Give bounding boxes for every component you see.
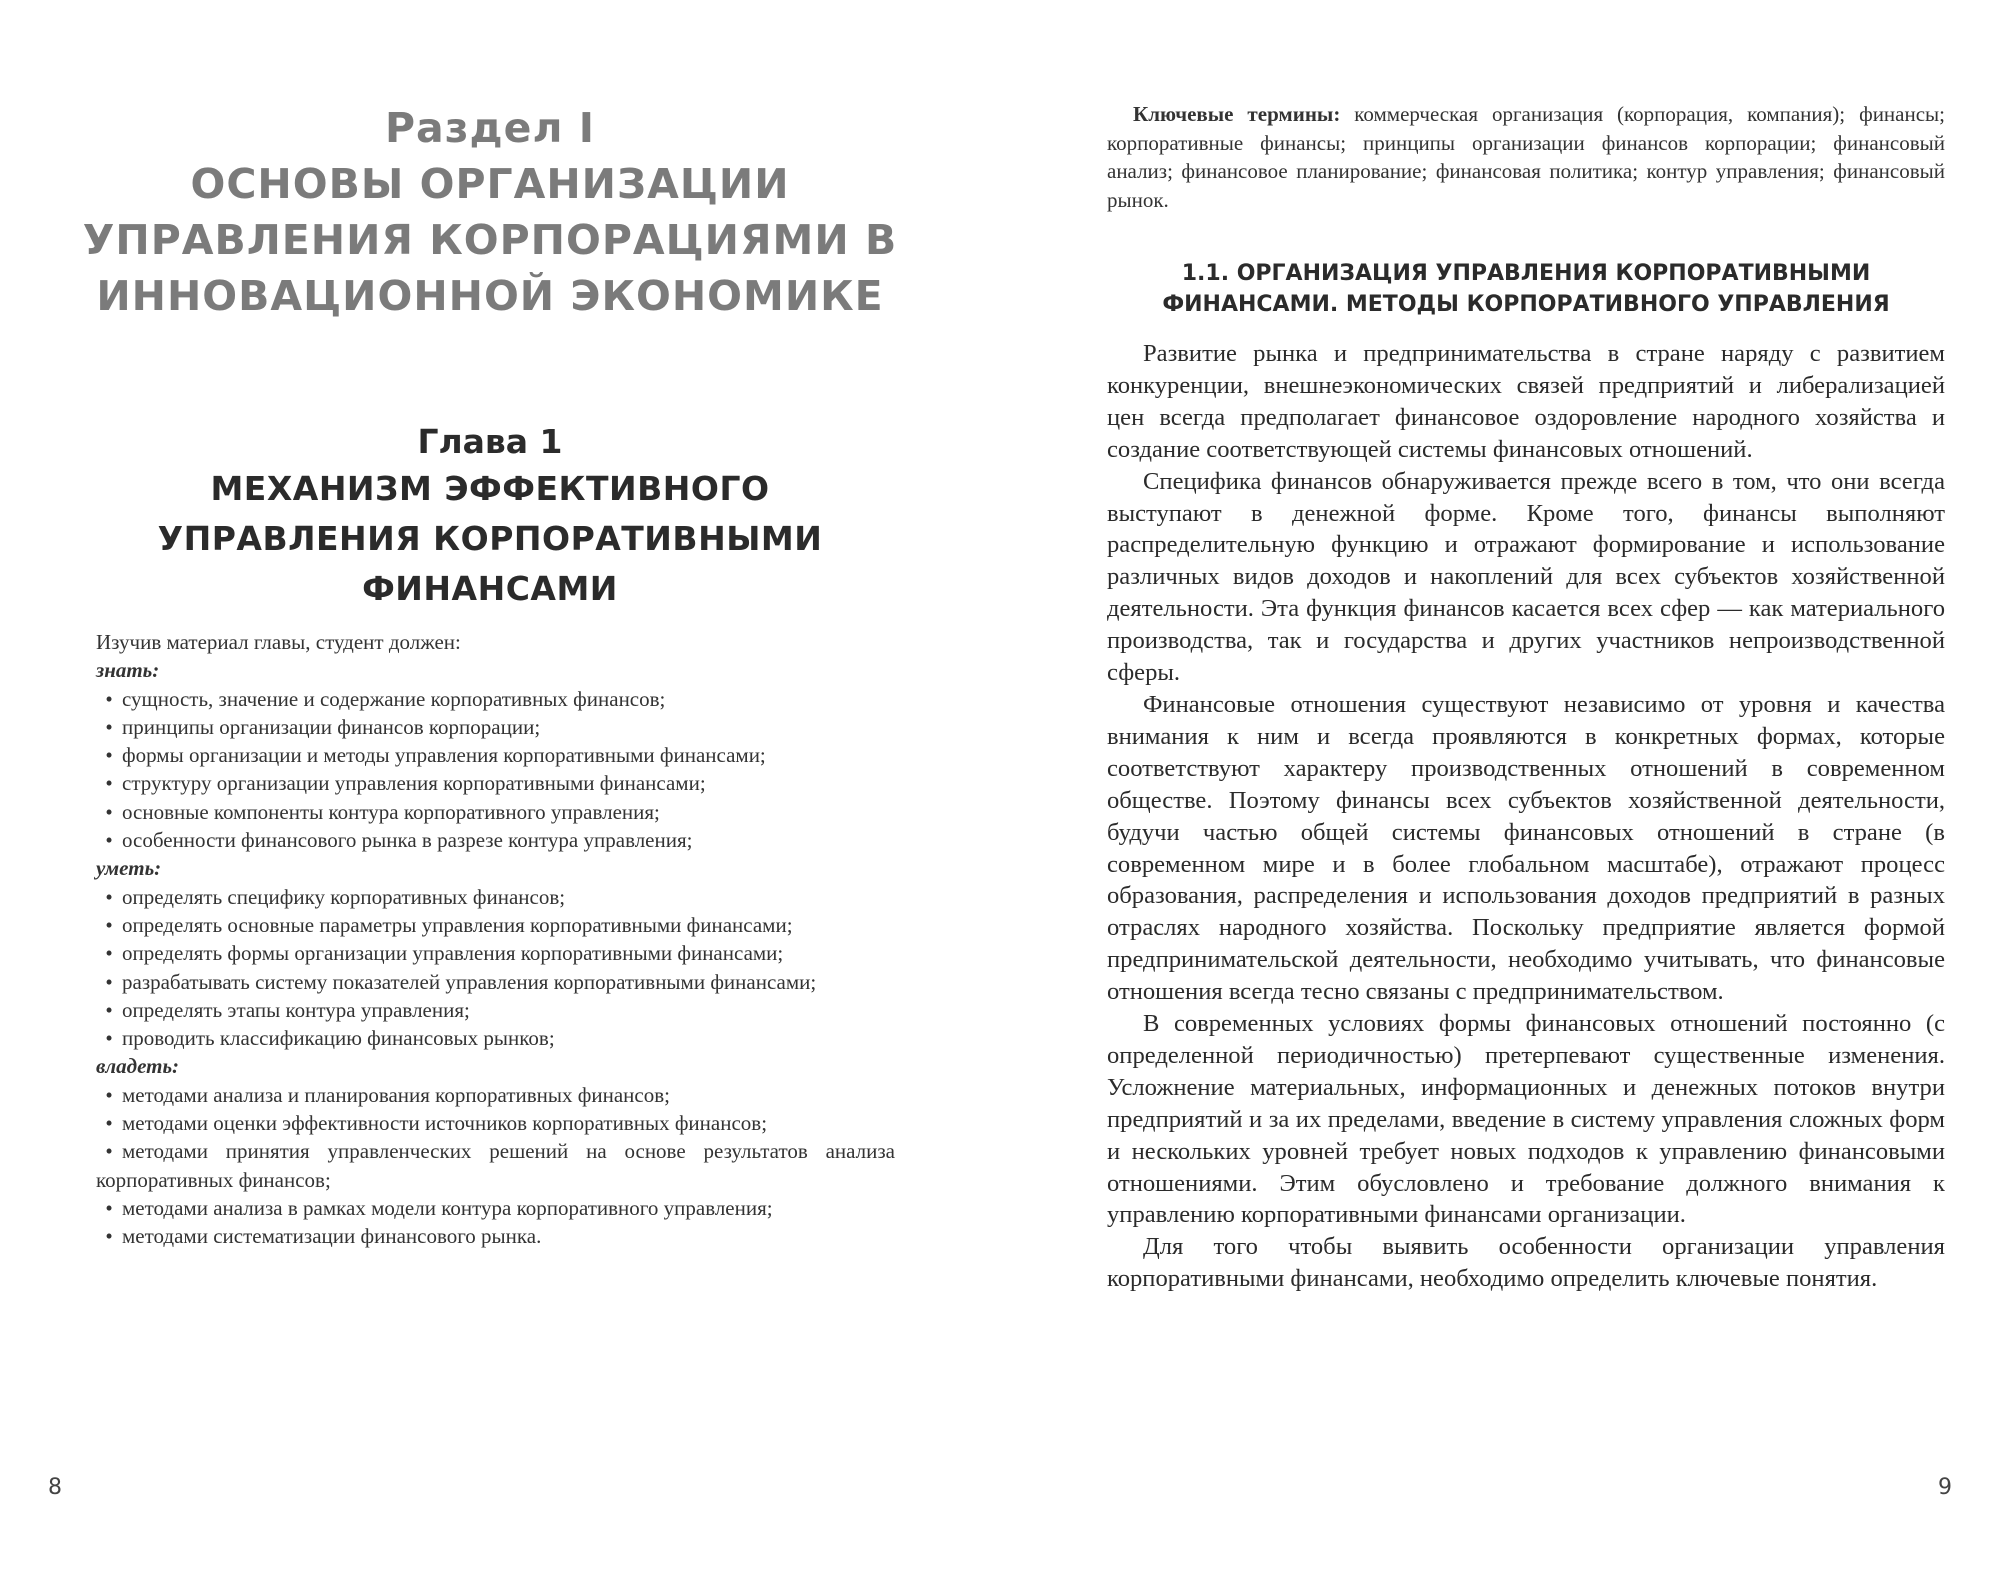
list-item: • определять формы организации управления корпоративными финансами;	[90, 939, 895, 967]
list-item: • определять специфику корпоративных финансов;	[90, 883, 895, 911]
paragraph: Финансовые отношения существуют независимо от уровня и качества внимания к ним и всегда проявляются в конкретных формах, которые соответствуют характеру производственных отношений в современном обществе. Поэтому финансы всех субъектов хозяйственной деятельности, будучи частью общей системы финансовых отношений в стране (в современном мире и в более глобальном масштабе), отражают процесс образования, распределения и использования доходов предприятий в разных отраслях народного хозяйства. Поскольку предприятие является формой предпринимательской деятельности, необходимо учитывать, что финансовые отношения всегда тесно связаны с предпринимательством.	[1107, 690, 1945, 1006]
list-item: • методами анализа и планирования корпоративных финансов;	[90, 1081, 895, 1109]
section-label: Раздел I	[384, 104, 596, 152]
chapter-heading	[80, 420, 900, 614]
paragraph: Для того чтобы выявить особенности организации управления корпоративными финансами, необходимо определить ключевые понятия.	[1107, 1233, 1945, 1293]
list-item: • сущность, значение и содержание корпоративных финансов;	[90, 685, 895, 713]
subsection-title: 1.1. ОРГАНИЗАЦИЯ УПРАВЛЕНИЯ КОРПОРАТИВНЫМИ ФИНАНСАМИ. МЕТОДЫ КОРПОРАТИВНОГО УПРАВЛЕНИЯ	[1162, 261, 1890, 317]
section-title: ОСНОВЫ ОРГАНИЗАЦИИ УПРАВЛЕНИЯ КОРПОРАЦИЯМИ В ИННОВАЦИОННОЙ ЭКОНОМИКЕ	[82, 160, 898, 320]
list-item: • проводить классификацию финансовых рынков;	[90, 1024, 895, 1052]
objectives-intro: Изучив материал главы, студент должен:	[96, 630, 461, 654]
key-terms	[1107, 100, 1945, 214]
key-terms-label: Ключевые термины:	[1133, 102, 1341, 126]
list-item: • особенности финансового рынка в разрезе контура управления;	[90, 826, 895, 854]
list-item: • методами систематизации финансового рынка.	[90, 1222, 895, 1250]
master-label: владеть:	[96, 1054, 180, 1079]
chapter-title: МЕХАНИЗМ ЭФФЕКТИВНОГО УПРАВЛЕНИЯ КОРПОРАТИВНЫМИ ФИНАНСАМИ	[157, 469, 823, 608]
body-text	[1107, 338, 1945, 1295]
list-item: • формы организации и методы управления корпоративными финансами;	[90, 741, 895, 769]
list-item: • структуру организации управления корпоративными финансами;	[90, 769, 895, 797]
paragraph: Специфика финансов обнаруживается прежде всего в том, что они всегда выступают в денежной форме. Кроме того, финансы выполняют распределительную функцию и отражают формирование и использование различных видов доходов и накоплений для всех субъектов хозяйственной деятельности. Эта функция финансов касается всех сфер — как материального производства, так и государства и других участников непроизводственной сферы.	[1107, 467, 1945, 687]
list-item: • разрабатывать систему показателей управления корпоративными финансами;	[90, 968, 895, 996]
can-label: уметь:	[96, 856, 162, 881]
chapter-label: Глава 1	[417, 422, 563, 461]
list-item: • определять этапы контура управления;	[90, 996, 895, 1024]
paragraph: Развитие рынка и предпринимательства в стране наряду с развитием конкуренции, внешнеэкономических связей предприятий и либерализацией цен всегда предполагает финансовое оздоровление народного хозяйства и создание соответствующей системы финансовых отношений.	[1107, 340, 1945, 463]
key-terms-text: коммерческая организация (корпорация, компания); финансы; корпоративные финансы; принципы организации финансов корпорации; финансовый анализ; финансовое планирование; финансовая политика; контур управления; финансовый рынок.	[1107, 102, 1945, 212]
right-page	[1000, 0, 2000, 1570]
list-item: • принципы организации финансов корпорации;	[90, 713, 895, 741]
learning-objectives	[90, 628, 895, 1251]
list-item: • методами принятия управленческих решений на основе результатов анализа корпоративных финансов;	[90, 1137, 895, 1194]
know-label: знать:	[96, 658, 160, 683]
list-item: • основные компоненты контура корпоративного управления;	[90, 798, 895, 826]
list-item: • методами анализа в рамках модели контура корпоративного управления;	[90, 1194, 895, 1222]
paragraph: В современных условиях формы финансовых отношений постоянно (с определенной периодичностью) претерпевают существенные изменения. Усложнение материальных, информационных и денежных потоков внутри предприятий и за их пределами, введение в систему управления сложных форм и нескольких уровней требует новых подходов к управлению финансовыми отношениями. Этим обусловлено и требование должного внимания к управлению корпоративными финансами организации.	[1107, 1010, 1945, 1229]
list-item: • определять основные параметры управления корпоративными финансами;	[90, 911, 895, 939]
section-heading	[80, 100, 900, 324]
page-number-left: 8	[48, 1475, 62, 1500]
page-number-right: 9	[1938, 1475, 1952, 1500]
list-item: • методами оценки эффективности источников корпоративных финансов;	[90, 1109, 895, 1137]
